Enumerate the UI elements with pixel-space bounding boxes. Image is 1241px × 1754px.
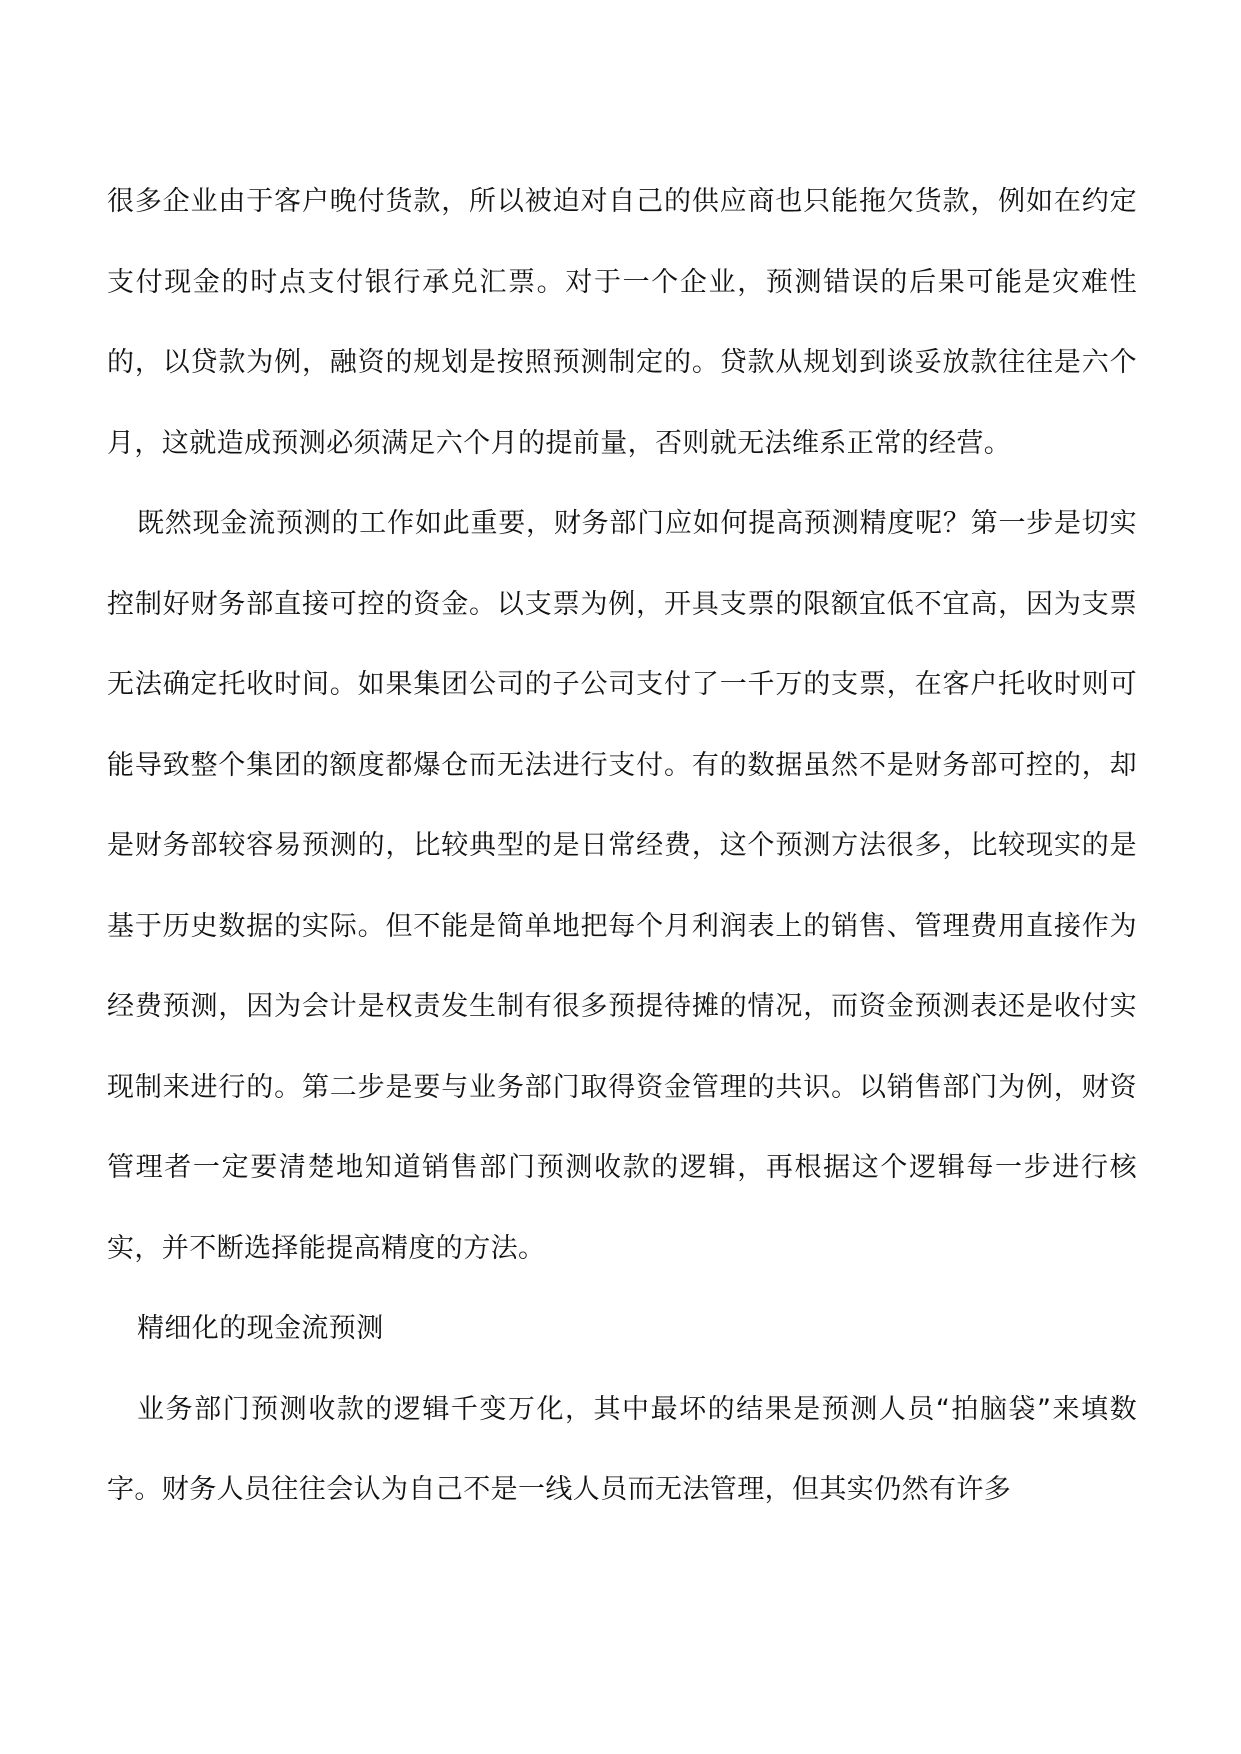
paragraph-3: 业务部门预测收款的逻辑千变万化，其中最坏的结果是预测人员“拍脑袋”来填数字。财务人员往往会认为自己不是一线人员而无法管理，但其实仍然有许多 <box>107 1393 1137 1505</box>
paragraph-1: 很多企业由于客户晚付货款，所以被迫对自己的供应商也只能拖欠货款，例如在约定支付现金的时点支付银行承兑汇票。对于一个企业，预测错误的后果可能是灾难性的，以贷款为例，融资的规划是按照预测制定的。贷款从规划到谈妥放款往往是六个月，这就造成预测必须满足六个月的提前量，否则就无法维系正常的经营。 <box>107 186 1137 459</box>
paragraph-2: 既然现金流预测的工作如此重要，财务部门应如何提高预测精度呢？第一步是切实控制好财务部直接可控的资金。以支票为例，开具支票的限额宜低不宜高，因为支票无法确定托收时间。如果集团公司的子公司支付了一千万的支票，在客户托收时则可能导致整个集团的额度都爆仓而无法进行支付。有的数据虽然不是财务部可控的，却是财务部较容易预测的，比较典型的是日常经费，这个预测方法很多，比较现实的是基于历史数据的实际。但不能是简单地把每个月利润表上的销售、管理费用直接作为经费预测，因为会计是权责发生制有很多预提待摊的情况，而资金预测表还是收付实现制来进行的。第二步是要与业务部门取得资金管理的共识。以销售部门为例，财资管理者一定要清楚地知道销售部门预测收款的逻辑，再根据这个逻辑每一步进行核实，并不断选择能提高精度的方法。 <box>107 508 1137 1264</box>
document-body <box>107 162 1137 1531</box>
section-heading: 精细化的现金流预测 <box>137 1313 384 1344</box>
